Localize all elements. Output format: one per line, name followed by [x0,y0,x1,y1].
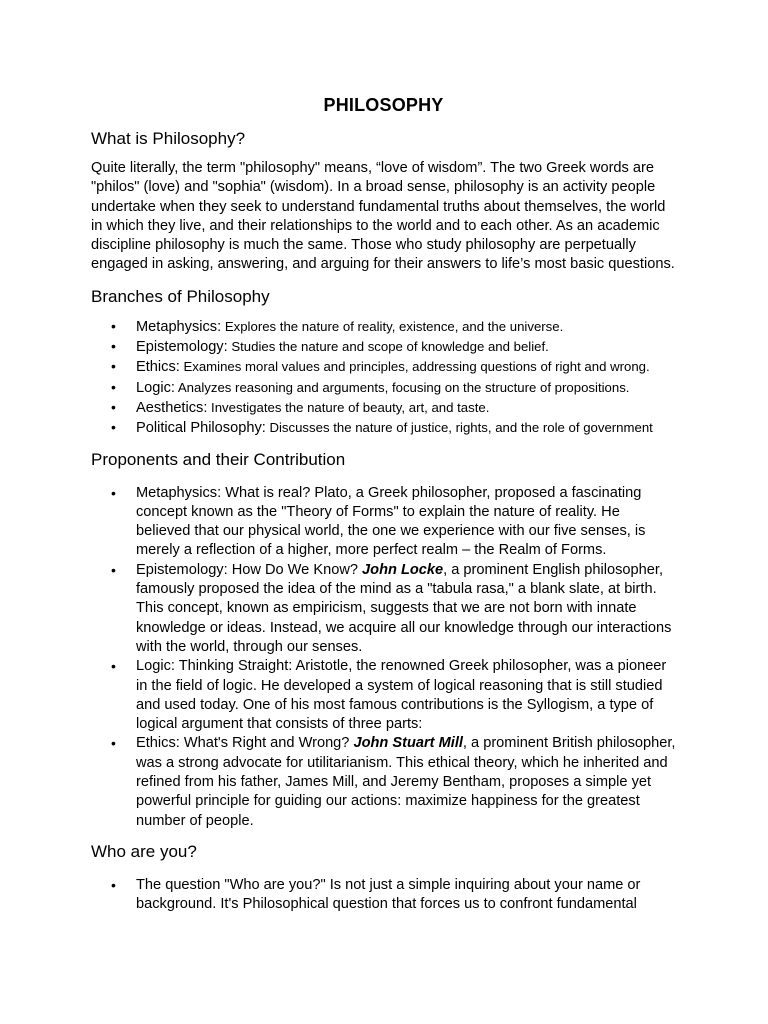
list-item [91,876,676,915]
branch-description: Studies the nature and scope of knowledge and belief. [227,339,549,355]
bullet-icon: • [111,419,116,436]
branch-term: Epistemology: [136,339,228,356]
list-item [91,484,676,561]
branch-term: Metaphysics: [136,318,222,335]
list-item [91,418,676,438]
list-item [91,398,676,418]
bullet-icon: • [111,658,116,675]
branch-description: Discusses the nature of justice, rights, and the role of government [265,420,653,436]
branches-list [91,317,676,439]
proponent-text: , a prominent British philosopher, was a strong advocate for utilitarianism. This ethical theory, which he inherited and refined from his father, James Mill, and Jeremy Bentham, proposes a simple yet powerful principle for guiding our actions: maximize happiness for the greatest number of people. [136,735,676,829]
proponent-text: Metaphysics: What is real? Plato, a Greek philosopher, proposed a fascinating concept known as the "Theory of Forms" to explain the nature of reality. He believed that our physical world, the one we experience with our five senses, is merely a reflection of a higher, more perfect realm – the Realm of Forms. [136,484,646,559]
branch-term: Ethics: [136,359,180,376]
philosopher-name: John Locke [362,561,444,578]
branch-term: Logic: [136,379,175,396]
who-text: The question "Who are you?" Is not just a simple inquiring about your name or background. It's Philosophical question that forces us to confront fundamental [136,876,641,913]
list-item [91,337,676,357]
bullet-icon: • [111,735,116,752]
proponent-text: Logic: Thinking Straight: Aristotle, the renowned Greek philosopher, was a pioneer in the field of logic. He developed a system of logical reasoning that is still studied and used today. One of his most famous contributions is the Syllogism, a type of logical argument that consists of three parts: [136,658,667,733]
bullet-icon: • [111,358,116,375]
philosopher-name: John Stuart Mill [353,735,463,752]
proponent-text: , a prominent English philosopher, famously proposed the idea of the mind as a "tabula rasa," a blank slate, at birth. This concept, known as empiricism, suggests that we are not born with innate knowledge or ideas. Instead, we acquire all our knowledge through our interactions with the world, through our senses. [136,561,672,655]
heading-what-is-philosophy: What is Philosophy? [91,129,246,148]
paragraph-definition: Quite literally, the term "philosophy" means, “love of wisdom”. The two Greek words are "philos" (love) and "sophia" (wisdom). In a broad sense, philosophy is an activity people undertake when they seek to understand fundamental truths about themselves, the world in which they live, and their relationships to the world and to each other. As an academic discipline philosophy is much the same. Those who study philosophy are perpetually engaged in asking, answering, and arguing for their answers to life’s most basic questions. [91,160,675,273]
list-item [91,378,676,398]
proponents-list [91,484,676,831]
heading-who-are-you: Who are you? [91,841,197,861]
branch-description: Examines moral values and principles, addressing questions of right and wrong. [179,359,650,375]
list-item [91,734,676,830]
bullet-icon: • [111,338,116,355]
bullet-icon: • [111,484,116,501]
bullet-icon: • [111,378,116,395]
bullet-icon: • [111,317,116,334]
proponent-text: Epistemology: How Do We Know? [136,561,363,578]
proponent-text: Ethics: What's Right and Wrong? [136,735,354,752]
bullet-icon: • [111,876,116,893]
branch-description: Analyzes reasoning and arguments, focusing on the structure of propositions. [174,379,630,395]
who-list [91,876,676,915]
branch-term: Political Philosophy: [136,420,266,437]
list-item [91,317,676,337]
heading-branches: Branches of Philosophy [91,286,270,306]
list-item [91,561,676,657]
bullet-icon: • [111,561,116,578]
branch-description: Investigates the nature of beauty, art, and taste. [207,399,490,415]
list-item [91,357,676,377]
branch-description: Explores the nature of reality, existence, and the universe. [221,318,564,334]
bullet-icon: • [111,398,116,415]
list-item [91,657,676,734]
heading-proponents: Proponents and their Contribution [91,449,346,469]
document-title: PHILOSOPHY [323,95,444,115]
branch-term: Aesthetics: [136,399,208,416]
